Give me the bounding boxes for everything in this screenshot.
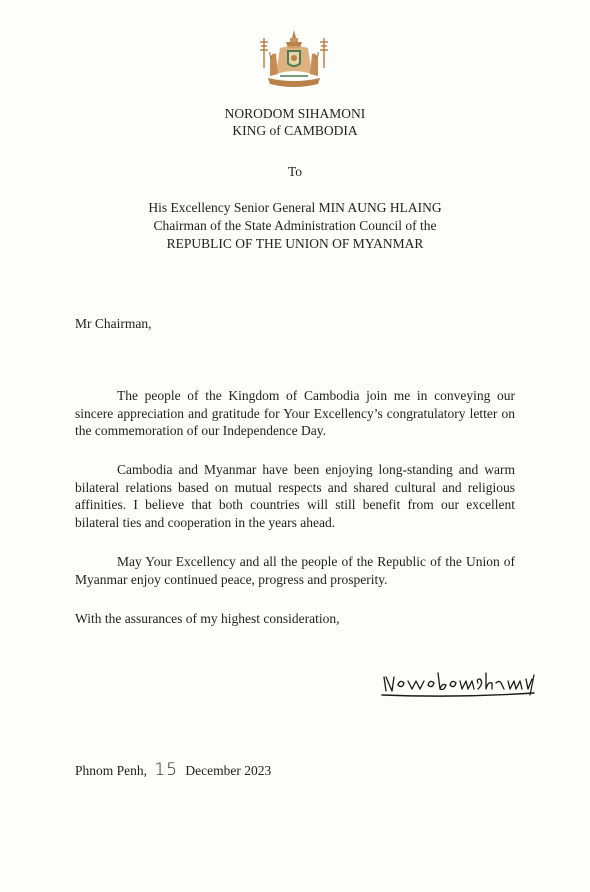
body-paragraph-2 bbox=[75, 461, 515, 531]
closing: With the assurances of my highest consideration, bbox=[75, 611, 340, 626]
to-label: To bbox=[287, 164, 303, 179]
paragraph-text: May Your Excellency and all the people of the Republic of the Union of Myanmar enjoy continued peace, progress and prosperity. bbox=[75, 554, 515, 587]
sender-title: KING of CAMBODIA bbox=[232, 123, 358, 138]
sender-name: NORODOM SIHAMONI bbox=[224, 106, 366, 121]
salutation: Mr Chairman, bbox=[75, 316, 152, 331]
royal-arms-icon bbox=[258, 28, 330, 90]
date-line bbox=[75, 760, 271, 780]
signature-image bbox=[378, 655, 538, 701]
body-paragraph-3 bbox=[75, 553, 515, 588]
recipient-line-1: His Excellency Senior General MIN AUNG HLAING bbox=[148, 200, 442, 215]
paragraph-text: Cambodia and Myanmar have been enjoying long-standing and warm bilateral relations based on mutual respects and shared cultural and religious affinities. I believe that both countries will still benefit from our excellent bilateral ties and cooperation in the years ahead. bbox=[75, 462, 515, 530]
body-paragraph-1 bbox=[75, 387, 515, 440]
paragraph-text: The people of the Kingdom of Cambodia join me in conveying our sincere appreciation and gratitude for Your Excellency’s congratulatory letter on the commemoration of our Independence Day. bbox=[75, 388, 515, 438]
date-place: Phnom Penh, bbox=[75, 763, 148, 778]
recipient-line-3: REPUBLIC OF THE UNION OF MYANMAR bbox=[166, 236, 424, 251]
date-day: 15 bbox=[154, 760, 179, 780]
date-month-year: December 2023 bbox=[185, 763, 272, 778]
recipient-line-2: Chairman of the State Administration Council of the bbox=[153, 218, 437, 233]
